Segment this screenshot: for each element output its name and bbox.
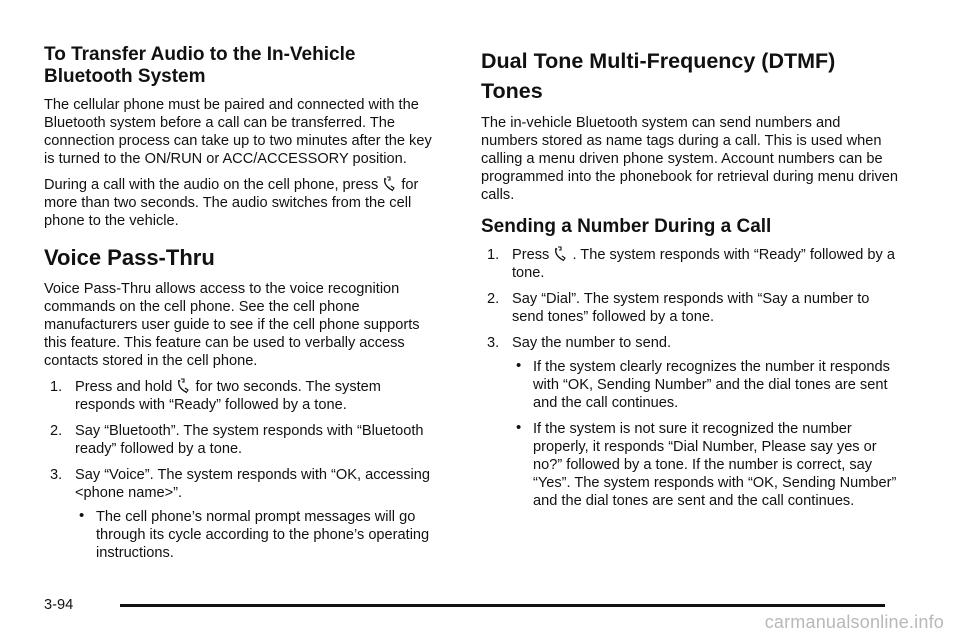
phone-voice-icon bbox=[554, 246, 566, 262]
text-segment: Press and hold bbox=[75, 379, 173, 395]
page-number: 3-94 bbox=[44, 597, 74, 613]
step-text: Say “Dial”. The system responds with “Say a number to send tones” followed by a tone. bbox=[512, 291, 870, 325]
paragraph-pairing: The cellular phone must be paired and connected with the Bluetooth system before a call can be transferred. The connection process can take up to two minutes after the key is turned to the ON/RUN or ACC/ACCESSORY position. bbox=[44, 97, 432, 167]
list-item bbox=[75, 508, 444, 562]
paragraph-voice-pass-thru: Voice Pass-Thru allows access to the voice recognition commands on the cell phone. See the cell phone manufacturers user guide to see if the cell phone supports this feature. This feature can be used to verbally access contacts stored in the cell phone. bbox=[44, 281, 420, 369]
list-item bbox=[44, 378, 444, 414]
phone-voice-icon bbox=[383, 176, 395, 192]
list-item bbox=[512, 420, 901, 510]
footer-divider bbox=[120, 604, 885, 607]
watermark: carmanualsonline.info bbox=[764, 612, 944, 632]
bullet-text: If the system clearly recognizes the number it responds with “OK, Sending Number” and the dial tones are sent and the call continues. bbox=[533, 359, 890, 411]
list-item bbox=[481, 290, 901, 326]
left-column bbox=[44, 44, 444, 570]
text-segment: . The system responds with “Ready” followed by a tone. bbox=[512, 247, 895, 281]
bullet-text: The cell phone’s normal prompt messages will go through its cycle according to the phone’s operating instructions. bbox=[96, 509, 430, 561]
list-item bbox=[44, 466, 444, 562]
list-item bbox=[481, 334, 901, 510]
step-number: 2. bbox=[50, 423, 63, 439]
phone-voice-icon bbox=[177, 378, 189, 394]
right-column bbox=[481, 46, 901, 518]
step-number: 3. bbox=[50, 467, 63, 483]
text-segment: Press bbox=[512, 247, 550, 263]
step-number: 1. bbox=[50, 379, 63, 395]
step-number: 2. bbox=[487, 291, 500, 307]
list-item bbox=[512, 358, 901, 412]
step-number: 3. bbox=[487, 335, 500, 351]
paragraph-dtmf: The in-vehicle Bluetooth system can send numbers and numbers stored as name tags during a call. This is used when calling a menu driven phone system. Account numbers can be programmed into the phonebook for retrieval during menu driven calls. bbox=[481, 115, 898, 203]
heading-dtmf: Dual Tone Multi-Frequency (DTMF) Tones bbox=[481, 49, 836, 103]
list-item bbox=[44, 422, 444, 458]
steps-list bbox=[44, 378, 444, 562]
step-text: Say the number to send. bbox=[512, 335, 672, 351]
bullet-icon: • bbox=[516, 357, 522, 374]
step-number: 1. bbox=[487, 247, 500, 263]
step-text: Say “Bluetooth”. The system responds with “Bluetooth ready” followed by a tone. bbox=[75, 423, 424, 457]
bullet-icon: • bbox=[516, 419, 522, 436]
text-segment: for two seconds. The system responds with “Ready” followed by a tone. bbox=[75, 379, 381, 413]
paragraph-transfer-instructions bbox=[44, 176, 444, 230]
bullet-icon: • bbox=[79, 507, 85, 524]
text-segment: for more than two seconds. The audio switches from the cell phone to the vehicle. bbox=[44, 177, 419, 229]
step-text: Say “Voice”. The system responds with “OK, accessing <phone name>”. bbox=[75, 467, 430, 501]
bullet-text: If the system is not sure it recognized the number properly, it responds “Dial Number, Please say yes or no?” followed by a tone. If the number is correct, say “Yes”. The system responds with “OK, Sending Number” and the dial tones are sent and the call continues. bbox=[533, 421, 897, 509]
steps-list bbox=[481, 246, 901, 510]
bullet-list bbox=[75, 508, 444, 562]
heading-voice-pass-thru: Voice Pass-Thru bbox=[44, 245, 215, 270]
heading-transfer-audio: To Transfer Audio to the In-Vehicle Bluetooth System bbox=[44, 44, 356, 87]
text-segment: During a call with the audio on the cell phone, press bbox=[44, 177, 379, 193]
bullet-list bbox=[512, 358, 901, 510]
heading-sending-number: Sending a Number During a Call bbox=[481, 216, 772, 237]
list-item bbox=[481, 246, 901, 282]
